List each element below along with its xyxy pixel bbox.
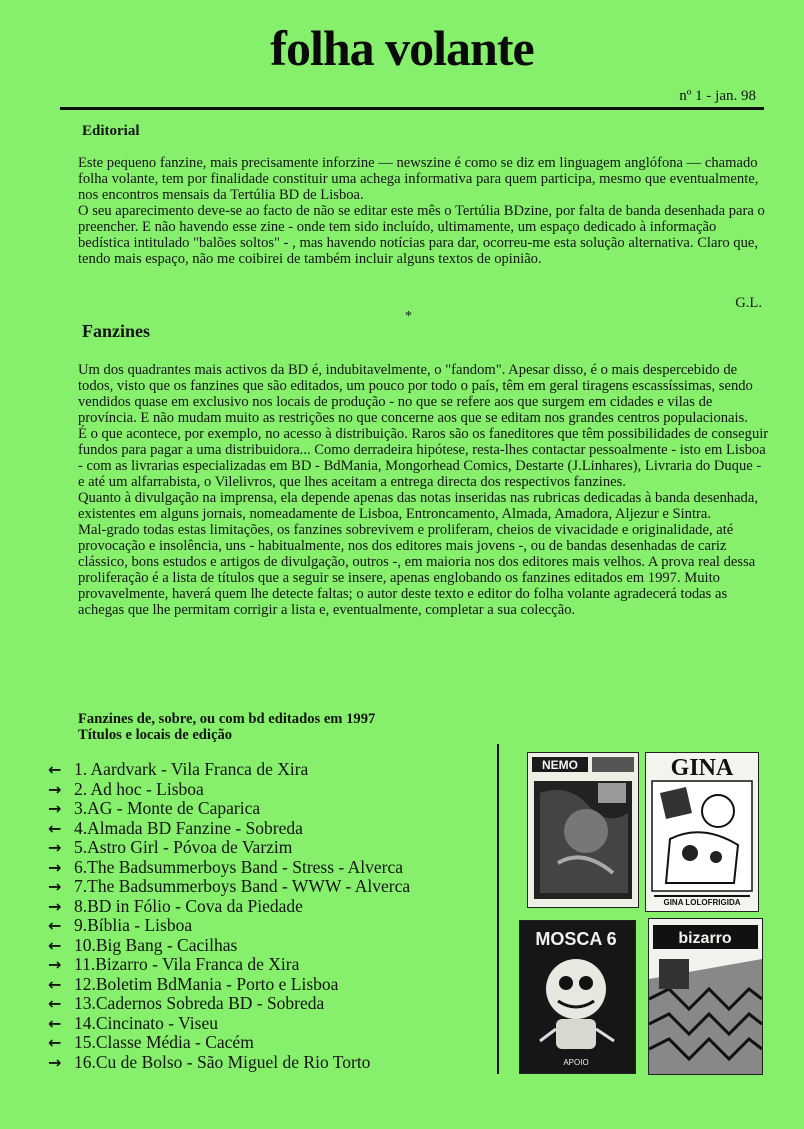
gina-cover-title: GINA <box>670 755 734 781</box>
arrow-icon: ← <box>48 935 62 955</box>
arrow-icon: → <box>48 896 62 916</box>
list-item <box>48 1033 410 1053</box>
list-item <box>48 897 410 917</box>
list-item-text: 7.The Badsummerboys Band - WWW - Alverca <box>74 876 411 896</box>
nemo-cover-title: NEMO <box>542 758 578 772</box>
editorial-paragraph-1: Este pequeno fanzine, mais precisamente inforzine — newszine é como se diz em linguagem anglófona — chamado folha volante, tem por finalidade constituir uma achega informativa para quem participa, mesmo que eventualmente, nos encontros mensais da Tertúlia BD de Lisboa. <box>78 155 759 203</box>
section-separator: * <box>405 309 412 324</box>
list-item <box>48 1053 410 1073</box>
bizarro-cover-title: bizarro <box>678 930 732 947</box>
mosca-cover-image <box>519 920 636 1074</box>
column-divider <box>497 744 499 1074</box>
list-item <box>48 936 410 956</box>
list-item <box>48 838 410 858</box>
bizarro-cover-art <box>649 919 762 1074</box>
list-item <box>48 858 410 878</box>
list-item <box>48 799 410 819</box>
fanzines-body <box>78 362 770 618</box>
mosca-cover-footer: APOIO <box>563 1058 589 1067</box>
fanzines-paragraph-1: Um dos quadrantes mais activos da BD é, indubitavelmente, o "fandom". Apesar disso, é o mais despercebido de todos, visto que os fanzines que são editados, um pouco por todo o país, têm em geral tiragens escassíssimas, sendo vendidos quase em exclusivo nos locais de produção - no que se refere aos que surgem em cidades e vilas de província. E não mudam muito as restrições no que concerne aos que se editam nos grandes centros populacionais. <box>78 362 753 426</box>
list-item-text: 2. Ad hoc - Lisboa <box>74 778 204 799</box>
mosca-cover-art <box>520 921 635 1073</box>
arrow-icon: → <box>48 779 62 799</box>
masthead-title: folha volante <box>270 20 534 76</box>
arrow-icon: ← <box>48 1033 62 1052</box>
list-item <box>48 955 410 975</box>
arrow-icon: → <box>48 857 62 877</box>
bizarro-cover-image <box>648 918 763 1075</box>
list-item <box>48 780 410 800</box>
list-heading <box>78 711 375 743</box>
list-item-text: 9.Bíblia - Lisboa <box>74 915 193 935</box>
editorial-paragraph-2: O seu aparecimento deve-se ao facto de não se editar este mês o Tertúlia BDzine, por falta de banda desenhada para o preencher. E não havendo esse zine - onde tem sido incluído, ultimamente, um espaço dedicado à informação bedística intitulado "balões soltos" - , mas havendo notícias para dar, ocorreu-me esta solução alternativa. Claro que, tendo mais espaço, não me coibirei de também incluir alguns textos de opinião. <box>78 203 765 267</box>
editorial-signature: G.L. <box>735 295 762 311</box>
arrow-icon: ← <box>48 818 62 838</box>
arrow-icon: ← <box>48 916 62 935</box>
gina-cover-caption: GINA LOLOFRIGIDA <box>663 898 741 907</box>
list-item <box>48 877 410 897</box>
nemo-cover-image <box>527 752 639 908</box>
list-item-text: 8.BD in Fólio - Cova da Piedade <box>74 895 303 916</box>
arrow-icon: → <box>48 955 62 974</box>
gina-cover-image <box>645 752 759 912</box>
list-item <box>48 760 410 780</box>
arrow-icon: ← <box>48 974 62 994</box>
list-item <box>48 994 410 1014</box>
arrow-icon: ← <box>48 994 62 1013</box>
issue-number: nº 1 - jan. 98 <box>679 88 756 104</box>
mosca-cover-title: MOSCA 6 <box>535 929 617 949</box>
arrow-icon: → <box>48 838 62 857</box>
arrow-icon: → <box>48 877 62 896</box>
masthead-rule <box>60 107 764 110</box>
list-item-text: 6.The Badsummerboys Band - Stress - Alverca <box>74 856 404 877</box>
list-item-text: 13.Cadernos Sobreda BD - Sobreda <box>74 993 325 1013</box>
fanzines-paragraph-3: Quanto à divulgação na imprensa, ela depende apenas das notas inseridas nas rubricas dedicadas à banda desenhada, existentes em alguns jornais, nomeadamente de Lisboa, Entroncamento, Almada, Amadora, Aljezur e Sintra. <box>78 490 758 522</box>
list-item-text: 14.Cincinato - Viseu <box>74 1012 218 1033</box>
editorial-body <box>78 155 770 267</box>
list-item-text: 16.Cu de Bolso - São Miguel de Rio Torto <box>74 1051 371 1072</box>
list-heading-line-2: Títulos e locais de edição <box>78 727 233 743</box>
arrow-icon: → <box>48 1052 62 1072</box>
gina-cover-art <box>646 753 758 911</box>
list-item-text: 12.Boletim BdMania - Porto e Lisboa <box>74 973 339 994</box>
editorial-heading: Editorial <box>82 123 140 139</box>
arrow-icon: ← <box>48 760 62 779</box>
list-item-text: 15.Classe Média - Cacém <box>74 1032 254 1052</box>
list-item <box>48 1014 410 1034</box>
fanzines-heading: Fanzines <box>82 321 151 341</box>
fanzines-paragraph-2: É o que acontece, por exemplo, no acesso à distribuição. Raros são os faneditores que têm possibilidades de conseguir fundos para pagar a uma distribuidora... Como derradeira hipótese, resta-lhes contactar pessoalmente - isto em Lisboa - com as livrarias especializadas em BD - BdMania, Mongorhead Comics, Destarte (J.Linhares), Livraria do Duque - e até um alfarrabista, o Vilelivros, que lhes aceitam a entrega directa dos respectivos fanzines. <box>78 426 769 490</box>
list-item-text: 10.Big Bang - Cacilhas <box>74 934 238 955</box>
fanzines-paragraph-4: Mal-grado todas estas limitações, os fanzines sobrevivem e proliferam, cheios de vivacidade e originalidade, até provocação e insolência, uns - habitualmente, nos dos editores mais jovens -, ou de bandas desenhadas de cariz clássico, bons estudos e artigos de divulgação, outros -, em maioria nos dos editores mais velhos. A prova real dessa proliferação é a lista de títulos que a seguir se insere, apenas englobando os fanzines editados em 1997. Muito provavelmente, haverá quem lhe detecte faltas; o autor deste texto e editor do folha volante agradecerá todas as achegas que lhe permitam corrigir a lista e, eventualmente, completar a sua colecção. <box>78 522 756 618</box>
list-item-text: 11.Bizarro - Vila Franca de Xira <box>74 954 300 974</box>
list-heading-line-1: Fanzines de, sobre, ou com bd editados em 1997 <box>78 711 376 727</box>
list-item-text: 3.AG - Monte de Caparica <box>74 798 261 818</box>
list-item-text: 1. Aardvark - Vila Franca de Xira <box>74 759 309 779</box>
list-item-text: 5.Astro Girl - Póvoa de Varzim <box>74 837 293 857</box>
list-item-text: 4.Almada BD Fanzine - Sobreda <box>74 817 303 838</box>
fanzine-list <box>48 760 410 1072</box>
arrow-icon: → <box>48 799 62 818</box>
arrow-icon: ← <box>48 1013 62 1033</box>
list-item <box>48 975 410 995</box>
list-item <box>48 819 410 839</box>
nemo-cover-art <box>528 753 638 907</box>
list-item <box>48 916 410 936</box>
